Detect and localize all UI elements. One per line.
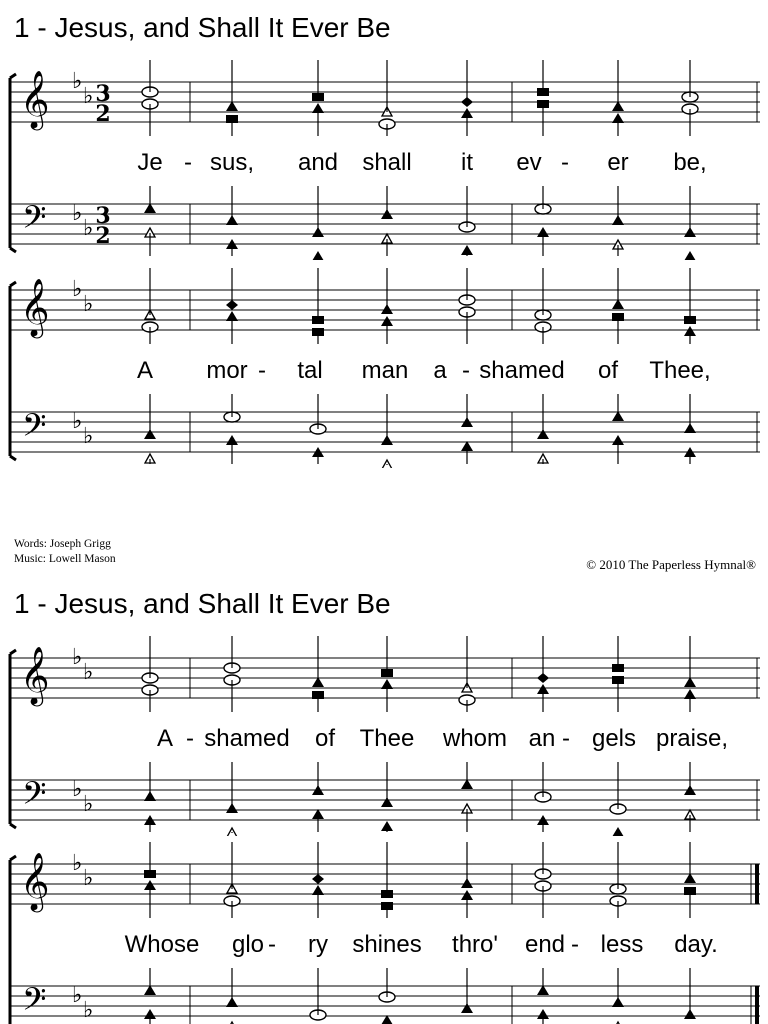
bass-clef: 𝄢 bbox=[22, 407, 47, 451]
score-system-svg bbox=[0, 842, 768, 1024]
key-flat: ♭ bbox=[72, 851, 83, 876]
lyric-syllable: - bbox=[462, 357, 470, 384]
lyric-syllable: - bbox=[184, 149, 192, 176]
page-title: 1 - Jesus, and Shall It Ever Be bbox=[14, 12, 391, 43]
time-signature-bottom: 2 bbox=[95, 101, 111, 127]
lyric-syllable: - bbox=[571, 931, 579, 958]
lyric-syllable: man bbox=[361, 357, 409, 384]
key-flat: ♭ bbox=[83, 84, 94, 109]
key-flat: ♭ bbox=[83, 292, 94, 317]
lyric-syllable: Thee bbox=[359, 725, 415, 752]
time-signature-bottom: 2 bbox=[95, 223, 111, 249]
lyric-syllable: shall bbox=[362, 149, 412, 176]
lyric-syllable: a bbox=[433, 357, 447, 384]
copyright-notice: © 2010 The Paperless Hymnal® bbox=[586, 557, 756, 572]
lyric-syllable: it bbox=[461, 149, 473, 176]
system-bracket bbox=[10, 856, 16, 1024]
key-flat: ♭ bbox=[83, 424, 94, 449]
key-flat: ♭ bbox=[72, 777, 83, 802]
score-system-svg bbox=[0, 636, 768, 836]
lyric-syllable: - bbox=[561, 149, 569, 176]
lyric-syllable: A bbox=[156, 725, 174, 752]
music-system bbox=[0, 636, 768, 836]
bass-clef: 𝄢 bbox=[22, 199, 47, 243]
lyric-syllable: of bbox=[597, 357, 619, 384]
lyric-syllable: of bbox=[314, 725, 336, 752]
lyric-syllable: be, bbox=[673, 149, 707, 176]
bass-clef: 𝄢 bbox=[22, 981, 47, 1024]
note-head bbox=[684, 251, 696, 260]
lyric-syllable: day. bbox=[674, 931, 718, 958]
lyric-syllable: - bbox=[258, 357, 266, 384]
lyric-syllable: Je bbox=[137, 149, 163, 176]
key-flat: ♭ bbox=[83, 216, 94, 241]
lyric-syllable: glo bbox=[231, 931, 265, 958]
system-bracket bbox=[10, 74, 16, 252]
lyric-syllable: less bbox=[600, 931, 644, 958]
time-signature-top: 3 bbox=[95, 203, 111, 229]
time-signature-top: 3 bbox=[95, 81, 111, 107]
system-bracket bbox=[10, 650, 16, 828]
key-flat: ♭ bbox=[72, 201, 83, 226]
lyric-syllable: Whose bbox=[124, 931, 200, 958]
note-head bbox=[612, 827, 624, 836]
key-flat: ♭ bbox=[72, 983, 83, 1008]
bass-clef: 𝄢 bbox=[22, 775, 47, 819]
lyric-syllable: tal bbox=[297, 357, 323, 384]
lyric-syllable: - bbox=[562, 725, 570, 752]
lyric-syllable: and bbox=[297, 149, 339, 176]
lyric-syllable: an bbox=[528, 725, 556, 752]
lyric-syllable: ev bbox=[516, 149, 542, 176]
credits-block bbox=[14, 537, 116, 567]
lyric-syllable: shamed bbox=[204, 725, 290, 752]
music-system bbox=[0, 60, 768, 260]
lyric-syllable: gels bbox=[591, 725, 637, 752]
key-flat: ♭ bbox=[72, 645, 83, 670]
lyric-syllable: A bbox=[136, 357, 154, 384]
key-flat: ♭ bbox=[83, 792, 94, 817]
system-bracket bbox=[10, 282, 16, 460]
lyric-syllable: - bbox=[186, 725, 194, 752]
lyric-syllable: Thee, bbox=[649, 357, 711, 384]
music-system bbox=[0, 268, 768, 468]
treble-clef: 𝄞 bbox=[20, 852, 50, 910]
page-title: 1 - Jesus, and Shall It Ever Be bbox=[14, 588, 391, 619]
lyric-syllable: mor bbox=[206, 357, 248, 384]
key-flat: ♭ bbox=[72, 409, 83, 434]
lyric-syllable: whom bbox=[442, 725, 508, 752]
note-head bbox=[312, 251, 324, 260]
treble-clef: 𝄞 bbox=[20, 70, 50, 128]
lyric-syllable: thro' bbox=[452, 931, 498, 958]
treble-clef: 𝄞 bbox=[20, 278, 50, 336]
lyric-syllable: end bbox=[524, 931, 566, 958]
lyric-syllable: shines bbox=[352, 931, 422, 958]
key-flat: ♭ bbox=[83, 998, 94, 1023]
key-flat: ♭ bbox=[83, 660, 94, 685]
music-system bbox=[0, 842, 768, 1024]
words-credit: Words: Joseph Grigg bbox=[14, 538, 111, 550]
lyric-syllable: shamed bbox=[479, 357, 565, 384]
lyric-syllable: sus, bbox=[209, 149, 255, 176]
score-system-svg bbox=[0, 268, 768, 468]
lyric-syllable: er bbox=[607, 149, 629, 176]
key-flat: ♭ bbox=[83, 866, 94, 891]
lyric-syllable: praise, bbox=[655, 725, 729, 752]
lyric-syllable: - bbox=[268, 931, 276, 958]
music-credit: Music: Lowell Mason bbox=[14, 553, 116, 565]
key-flat: ♭ bbox=[72, 69, 83, 94]
lyric-syllable: ry bbox=[308, 931, 328, 958]
key-flat: ♭ bbox=[72, 277, 83, 302]
score-system-svg bbox=[0, 60, 768, 260]
treble-clef: 𝄞 bbox=[20, 646, 50, 704]
